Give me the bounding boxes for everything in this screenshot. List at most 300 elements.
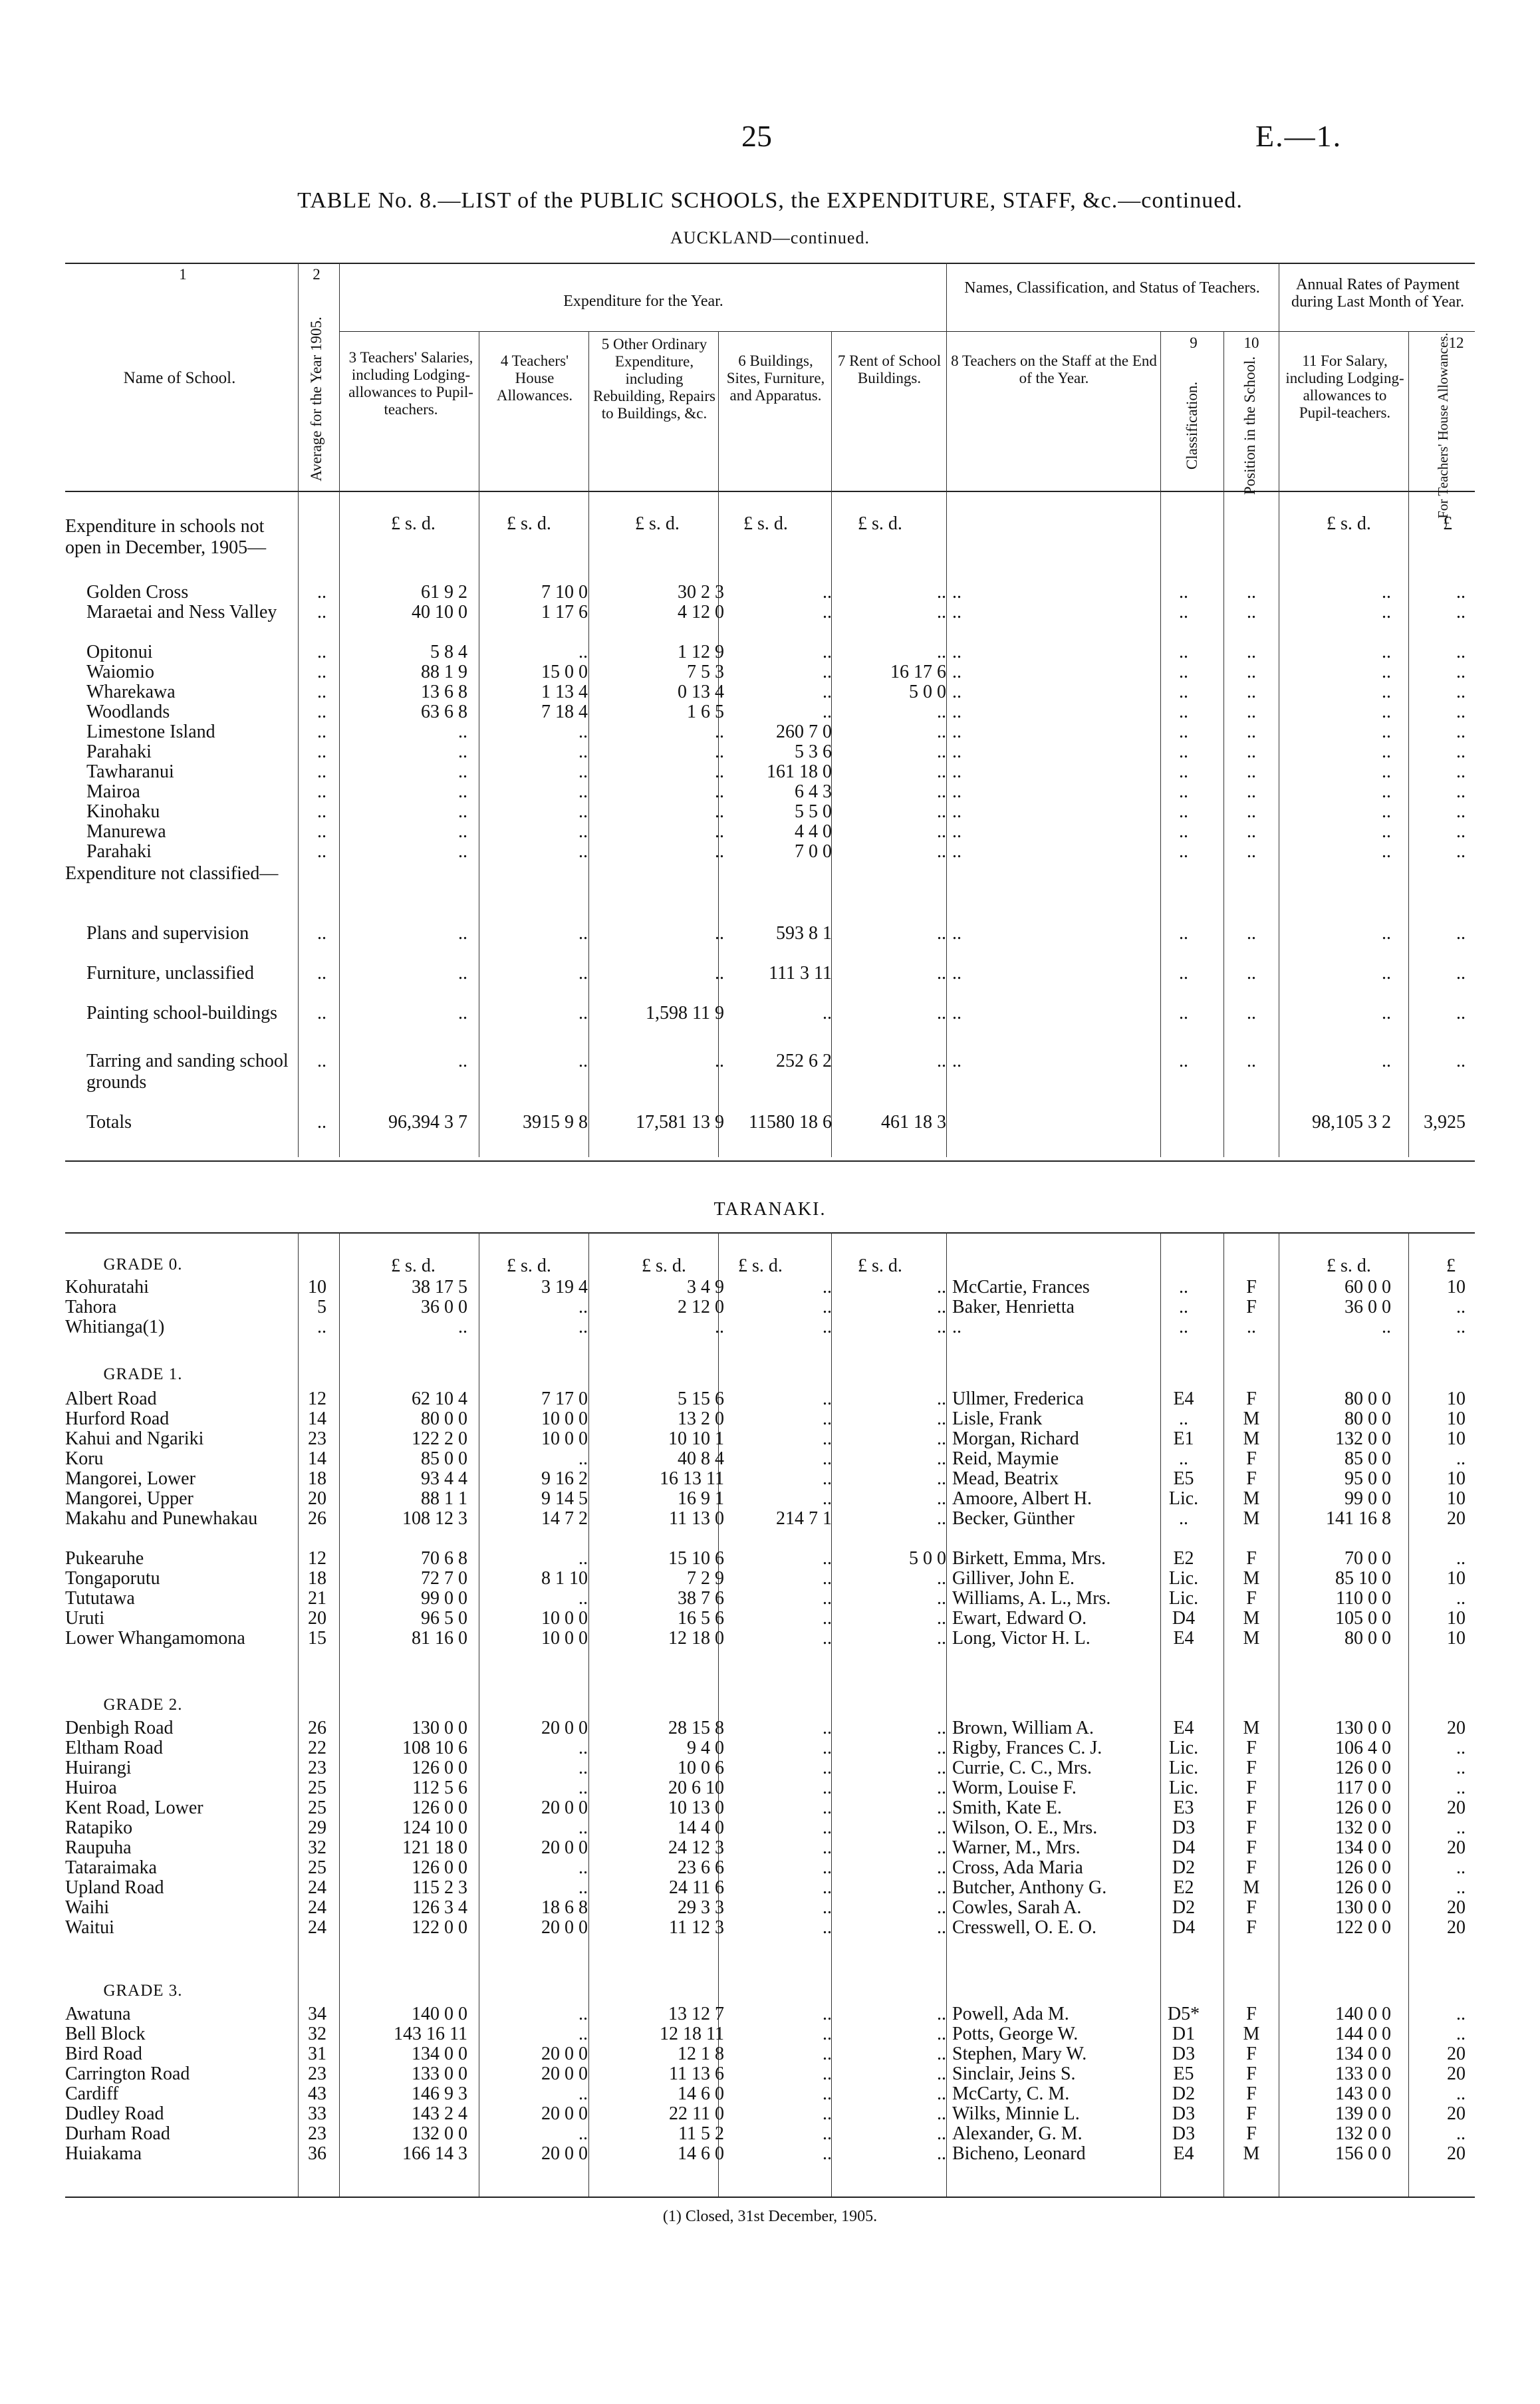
teachers-salaries: 40 10 0 — [412, 602, 467, 622]
teachers-salaries: 108 12 3 — [402, 1508, 467, 1529]
house-allowance-rate: .. — [1456, 1003, 1466, 1023]
school-name: Parahaki — [86, 841, 152, 862]
other-expenditure: 16 13 11 — [660, 1468, 724, 1489]
rent-of-buildings: .. — [937, 1408, 946, 1429]
position: F — [1246, 2044, 1257, 2064]
position: F — [1246, 1917, 1257, 1938]
school-name: Pukearuhe — [65, 1548, 144, 1569]
rent-of-buildings: .. — [937, 1837, 946, 1858]
position: F — [1246, 1758, 1257, 1778]
col9-header: Classification. — [1184, 381, 1200, 470]
position: F — [1246, 1857, 1257, 1878]
taranaki-top-rule — [65, 1232, 1475, 1234]
rent-of-buildings: .. — [937, 2064, 946, 2084]
other-expenditure: 4 12 0 — [678, 602, 724, 622]
buildings-expenditure: .. — [823, 1897, 832, 1918]
house-allowance-rate: 20 — [1447, 1917, 1466, 1938]
position: .. — [1247, 761, 1256, 782]
house-allowance-rate: 20 — [1447, 1718, 1466, 1738]
classification: Lic. — [1168, 1758, 1199, 1778]
col7-header: 7 Rent of School Buildings. — [837, 352, 942, 386]
other-expenditure: 16 5 6 — [678, 1608, 724, 1629]
rent-of-buildings: .. — [937, 702, 946, 722]
classification: D3 — [1172, 2103, 1196, 2124]
other-expenditure: 1 6 5 — [687, 702, 724, 722]
position: M — [1243, 1718, 1260, 1738]
other-expenditure: 7 5 3 — [687, 662, 724, 682]
school-name: Golden Cross — [86, 582, 189, 602]
classification: D3 — [1172, 2123, 1196, 2144]
col10-header: Position in the School. — [1241, 356, 1258, 495]
classification: E5 — [1173, 1468, 1194, 1489]
col-sep-9 — [1223, 331, 1224, 1157]
buildings-expenditure: 593 8 1 — [776, 923, 832, 944]
teacher-name: Sinclair, Jeins S. — [952, 2064, 1076, 2084]
school-name: Bird Road — [65, 2044, 142, 2064]
house-allowance-rate: 20 — [1447, 1897, 1466, 1918]
average-attendance: 23 — [308, 2064, 326, 2084]
classification: E2 — [1173, 1548, 1194, 1569]
classification: .. — [1179, 682, 1188, 702]
average-attendance: 25 — [308, 1857, 326, 1878]
school-name: Koru — [65, 1448, 104, 1469]
unit-bld: £ s. d. — [743, 513, 788, 534]
other-expenditure: 38 7 6 — [678, 1588, 724, 1609]
teacher-name: Wilson, O. E., Mrs. — [952, 1817, 1098, 1838]
other-expenditure: 15 10 6 — [668, 1548, 724, 1569]
average-attendance: 36 — [308, 2143, 326, 2164]
teachers-salaries: 81 16 0 — [412, 1628, 467, 1649]
buildings-expenditure: .. — [823, 1877, 832, 1898]
salary-rate: 140 0 0 — [1335, 2004, 1391, 2024]
buildings-expenditure: .. — [823, 1003, 832, 1023]
buildings-expenditure: 161 18 0 — [767, 761, 832, 782]
classification: Lic. — [1168, 1488, 1199, 1509]
house-allowances: .. — [578, 1448, 588, 1469]
classification: .. — [1179, 923, 1188, 944]
other-expenditure: 0 13 4 — [678, 682, 724, 702]
classification: .. — [1179, 1003, 1188, 1023]
classification: Lic. — [1168, 1778, 1199, 1798]
school-name: Raupuha — [65, 1837, 132, 1858]
buildings-expenditure: 7 0 0 — [795, 841, 832, 862]
position: F — [1246, 1778, 1257, 1798]
buildings-expenditure: .. — [823, 2044, 832, 2064]
position: .. — [1247, 963, 1256, 984]
rent-of-buildings: .. — [937, 1297, 946, 1317]
salary-rate: 132 0 0 — [1335, 1817, 1391, 1838]
other-expenditure: 24 11 6 — [669, 1877, 724, 1898]
footnote: (1) Closed, 31st December, 1905. — [662, 2208, 878, 2225]
teacher-name: .. — [952, 642, 962, 662]
house-allowances: 20 0 0 — [541, 2064, 588, 2084]
t-col-sep-4 — [588, 1232, 589, 2197]
average-attendance: 33 — [308, 2103, 326, 2124]
teacher-name: Cowles, Sarah A. — [952, 1897, 1082, 1918]
salary-rate: 126 0 0 — [1335, 1877, 1391, 1898]
average-attendance: .. — [317, 662, 326, 682]
teachers-salaries: 115 2 3 — [412, 1877, 467, 1898]
position: F — [1246, 2004, 1257, 2024]
buildings-expenditure: .. — [823, 2103, 832, 2124]
rent-of-buildings: 16 17 6 — [890, 662, 946, 682]
other-expenditure: 13 12 7 — [668, 2004, 724, 2024]
house-allowances: 3 19 4 — [541, 1277, 588, 1297]
teacher-name: Becker, Günther — [952, 1508, 1075, 1529]
buildings-expenditure: .. — [823, 1837, 832, 1858]
house-allowance-rate: .. — [1456, 1758, 1466, 1778]
other-expenditure: .. — [715, 1051, 724, 1071]
buildings-expenditure: .. — [823, 1857, 832, 1878]
school-name: Tongaporutu — [65, 1568, 160, 1589]
teachers-salaries: 96 5 0 — [421, 1608, 467, 1629]
house-allowances: .. — [578, 841, 588, 862]
salary-rate: .. — [1382, 1003, 1391, 1023]
teacher-name: Currie, C. C., Mrs. — [952, 1758, 1092, 1778]
salary-rate: 36 0 0 — [1345, 1297, 1391, 1317]
classification: D4 — [1172, 1837, 1196, 1858]
school-name: Tututawa — [65, 1588, 135, 1609]
average-attendance: 32 — [308, 2024, 326, 2044]
teachers-salaries: .. — [458, 801, 467, 822]
position: .. — [1247, 602, 1256, 622]
house-allowance-rate: 10 — [1447, 1468, 1466, 1489]
taranaki-title: TARANAKI. — [713, 1199, 827, 1220]
house-allowances: .. — [578, 761, 588, 782]
buildings-expenditure: .. — [823, 1588, 832, 1609]
teachers-salaries: 99 0 0 — [421, 1588, 467, 1609]
buildings-expenditure: .. — [823, 1389, 832, 1409]
position: .. — [1247, 1317, 1256, 1337]
average-attendance: .. — [317, 1003, 326, 1023]
totals-salary-rate: 98,105 3 2 — [1312, 1112, 1391, 1133]
house-allowances: 10 0 0 — [541, 1428, 588, 1449]
average-attendance: 25 — [308, 1778, 326, 1798]
average-attendance: .. — [317, 741, 326, 762]
school-name: Makahu and Punewhakau — [65, 1508, 258, 1529]
teacher-name: .. — [952, 781, 962, 802]
average-attendance: 23 — [308, 1428, 326, 1449]
school-name: Mairoa — [86, 781, 140, 802]
grade-1-heading: GRADE 1. — [103, 1365, 183, 1383]
classification: .. — [1179, 741, 1188, 762]
house-allowance-rate: .. — [1456, 1738, 1466, 1758]
house-allowance-rate: .. — [1456, 1778, 1466, 1798]
teacher-name: Ewart, Edward O. — [952, 1608, 1087, 1629]
position: .. — [1247, 682, 1256, 702]
totals-house-rate: 3,925 — [1424, 1112, 1466, 1133]
school-name: Lower Whangamomona — [65, 1628, 245, 1649]
table-title: TABLE No. 8.—LIST of the PUBLIC SCHOOLS, the EXPENDITURE, STAFF, &c.—continued. — [297, 188, 1243, 213]
grade-3-heading: GRADE 3. — [103, 1982, 183, 2000]
position: F — [1246, 1897, 1257, 1918]
school-name: Tawharanui — [86, 761, 174, 782]
t-unit-house: £ s. d. — [507, 1256, 551, 1276]
house-allowance-rate: .. — [1456, 1297, 1466, 1317]
teacher-name: Powell, Ada M. — [952, 2004, 1069, 2024]
house-allowances: 1 17 6 — [541, 602, 588, 622]
house-allowances: 20 0 0 — [541, 1718, 588, 1738]
teachers-salaries: 124 10 0 — [402, 1817, 467, 1838]
teachers-salaries: .. — [458, 761, 467, 782]
salary-rate: 122 0 0 — [1335, 1917, 1391, 1938]
buildings-expenditure: 111 3 11 — [769, 963, 832, 984]
salary-rate: .. — [1382, 642, 1391, 662]
house-allowances: 9 16 2 — [541, 1468, 588, 1489]
average-attendance: 10 — [308, 1277, 326, 1297]
rent-of-buildings: .. — [937, 2044, 946, 2064]
position: F — [1246, 1837, 1257, 1858]
header-mid-rule-exp — [339, 331, 946, 332]
house-allowances: 20 0 0 — [541, 1798, 588, 1818]
buildings-expenditure: 6 4 3 — [795, 781, 832, 802]
buildings-expenditure: .. — [823, 2083, 832, 2104]
salary-rate: 85 10 0 — [1335, 1568, 1391, 1589]
teachers-salaries: 166 14 3 — [402, 2143, 467, 2164]
salary-rate: 95 0 0 — [1345, 1468, 1391, 1489]
teachers-salaries: .. — [458, 1003, 467, 1023]
teacher-name: .. — [952, 741, 962, 762]
house-allowance-rate: .. — [1456, 642, 1466, 662]
buildings-expenditure: .. — [823, 602, 832, 622]
position: F — [1246, 1738, 1257, 1758]
teacher-name: Worm, Louise F. — [952, 1778, 1077, 1798]
house-allowance-rate: .. — [1456, 722, 1466, 742]
position: F — [1246, 1548, 1257, 1569]
house-allowance-rate: .. — [1456, 841, 1466, 862]
other-expenditure: 28 15 8 — [668, 1718, 724, 1738]
buildings-expenditure: .. — [823, 1718, 832, 1738]
teacher-name: Bicheno, Leonard — [952, 2143, 1086, 2164]
teachers-salaries: 93 4 4 — [421, 1468, 467, 1489]
rent-of-buildings: .. — [937, 1277, 946, 1297]
house-allowance-rate: 10 — [1447, 1628, 1466, 1649]
teacher-name: .. — [952, 963, 962, 984]
school-name: Expenditure not classified— — [65, 863, 279, 884]
teacher-name: .. — [952, 1051, 962, 1071]
classification: .. — [1179, 642, 1188, 662]
house-allowances: 9 14 5 — [541, 1488, 588, 1509]
school-name: Denbigh Road — [65, 1718, 174, 1738]
salary-rate: 143 0 0 — [1335, 2083, 1391, 2104]
buildings-expenditure: .. — [823, 1568, 832, 1589]
rent-of-buildings: .. — [937, 1897, 946, 1918]
other-expenditure: 11 12 3 — [669, 1917, 724, 1938]
teacher-name: Cross, Ada Maria — [952, 1857, 1083, 1878]
classification: D3 — [1172, 1817, 1196, 1838]
rent-of-buildings: .. — [937, 1738, 946, 1758]
buildings-expenditure: .. — [823, 1917, 832, 1938]
rent-of-buildings: .. — [937, 1877, 946, 1898]
average-attendance: .. — [317, 722, 326, 742]
school-name: Mangorei, Lower — [65, 1468, 195, 1489]
totals-rent: 461 18 3 — [881, 1112, 946, 1133]
position: .. — [1247, 801, 1256, 822]
teachers-salaries: .. — [458, 722, 467, 742]
classification: .. — [1179, 722, 1188, 742]
house-allowances: 20 0 0 — [541, 2044, 588, 2064]
average-attendance: 20 — [308, 1608, 326, 1629]
house-allowances: 10 0 0 — [541, 1628, 588, 1649]
teacher-name: .. — [952, 722, 962, 742]
classification: .. — [1179, 702, 1188, 722]
position: F — [1246, 2123, 1257, 2144]
teachers-salaries: 130 0 0 — [412, 1718, 467, 1738]
position: F — [1246, 1588, 1257, 1609]
house-allowances: .. — [578, 1588, 588, 1609]
rent-of-buildings: 5 0 0 — [909, 1548, 946, 1569]
other-expenditure: 20 6 10 — [668, 1778, 724, 1798]
rent-of-buildings: .. — [937, 1588, 946, 1609]
house-allowances: .. — [578, 1758, 588, 1778]
col5-header: 5 Other Ordinary Expenditure, including Rebuilding, Repairs to Buildings, &c. — [593, 336, 715, 422]
average-attendance: .. — [317, 602, 326, 622]
classification: D4 — [1172, 1608, 1196, 1629]
rent-of-buildings: .. — [937, 1628, 946, 1649]
classification: .. — [1179, 1508, 1188, 1529]
salary-rate: 132 0 0 — [1335, 1428, 1391, 1449]
rent-of-buildings: .. — [937, 1051, 946, 1071]
house-allowances: .. — [578, 1003, 588, 1023]
school-name: Kent Road, Lower — [65, 1798, 203, 1818]
average-attendance: .. — [317, 923, 326, 944]
teachers-salaries: .. — [458, 1051, 467, 1071]
header-mid-rule-annual — [1279, 331, 1475, 332]
rent-of-buildings: .. — [937, 1468, 946, 1489]
average-attendance: 32 — [308, 1837, 326, 1858]
house-allowances: .. — [578, 1877, 588, 1898]
teacher-name: .. — [952, 702, 962, 722]
school-name: Waitui — [65, 1917, 114, 1938]
totals-other-expenditure: 17,581 13 9 — [636, 1112, 724, 1133]
teachers-salaries: 134 0 0 — [412, 2044, 467, 2064]
teachers-salaries: .. — [458, 923, 467, 944]
classification: E1 — [1173, 1428, 1194, 1449]
position: F — [1246, 2064, 1257, 2084]
average-attendance: 14 — [308, 1408, 326, 1429]
average-attendance: 29 — [308, 1817, 326, 1838]
house-allowance-rate: .. — [1456, 1317, 1466, 1337]
position: M — [1243, 2143, 1260, 2164]
t-unit-other: £ s. d. — [642, 1256, 686, 1276]
other-expenditure: 9 4 0 — [687, 1738, 724, 1758]
average-attendance: .. — [317, 761, 326, 782]
salary-rate: 126 0 0 — [1335, 1857, 1391, 1878]
t-col-sep-1 — [298, 1232, 299, 2197]
school-name: Cardiff — [65, 2083, 119, 2104]
school-name: Durham Road — [65, 2123, 170, 2144]
position: M — [1243, 1608, 1260, 1629]
salary-rate: 105 0 0 — [1335, 1608, 1391, 1629]
salary-rate: .. — [1382, 841, 1391, 862]
annual-group-header: Annual Rates of Payment during Last Month of Year. — [1291, 276, 1464, 311]
classification: .. — [1179, 781, 1188, 802]
average-attendance: 21 — [308, 1588, 326, 1609]
classification: .. — [1179, 662, 1188, 682]
teacher-name: Brown, William A. — [952, 1718, 1094, 1738]
teachers-salaries: 108 10 6 — [402, 1738, 467, 1758]
other-expenditure: 10 13 0 — [668, 1798, 724, 1818]
other-expenditure: 10 0 6 — [678, 1758, 724, 1778]
buildings-expenditure: .. — [823, 642, 832, 662]
col8-header: 8 Teachers on the Staff at the End of the Year. — [951, 352, 1157, 386]
house-allowances: 20 0 0 — [541, 2103, 588, 2124]
school-name: Expenditure in schools not open in December, 1905— — [65, 516, 267, 558]
house-allowance-rate: .. — [1456, 781, 1466, 802]
position: .. — [1247, 722, 1256, 742]
house-allowances: 7 18 4 — [541, 702, 588, 722]
other-expenditure: 2 12 0 — [678, 1297, 724, 1317]
position: .. — [1247, 841, 1256, 862]
teacher-name: .. — [952, 801, 962, 822]
teachers-salaries: 133 0 0 — [412, 2064, 467, 2084]
average-attendance: 20 — [308, 1488, 326, 1509]
school-name: Whitianga(1) — [65, 1317, 165, 1337]
school-name: Manurewa — [86, 821, 166, 842]
salary-rate: .. — [1382, 923, 1391, 944]
salary-rate: .. — [1382, 963, 1391, 984]
classification: E4 — [1173, 2143, 1194, 2164]
average-attendance: 24 — [308, 1897, 326, 1918]
house-allowances: 7 17 0 — [541, 1389, 588, 1409]
classification: Lic. — [1168, 1738, 1199, 1758]
house-allowance-rate: .. — [1456, 761, 1466, 782]
rent-of-buildings: .. — [937, 1568, 946, 1589]
other-expenditure: 22 11 0 — [669, 2103, 724, 2124]
teachers-salaries: 126 0 0 — [412, 1798, 467, 1818]
average-attendance: 24 — [308, 1877, 326, 1898]
teacher-name: .. — [952, 821, 962, 842]
house-allowance-rate: .. — [1456, 2123, 1466, 2144]
other-expenditure: 11 5 2 — [678, 2123, 724, 2144]
salary-rate: .. — [1382, 1051, 1391, 1071]
position: F — [1246, 1297, 1257, 1317]
header-mid-rule-names — [946, 331, 1279, 332]
house-allowance-rate: .. — [1456, 702, 1466, 722]
col2-number: 2 — [313, 266, 321, 283]
buildings-expenditure: .. — [823, 2123, 832, 2144]
col3-header: 3 Teachers' Salaries, including Lodging-allowances to Pupil-teachers. — [348, 349, 473, 418]
salary-rate: .. — [1382, 801, 1391, 822]
position: M — [1243, 1408, 1260, 1429]
rent-of-buildings: .. — [937, 741, 946, 762]
teacher-name: Smith, Kate E. — [952, 1798, 1062, 1818]
classification: E4 — [1173, 1628, 1194, 1649]
teachers-salaries: .. — [458, 821, 467, 842]
other-expenditure: .. — [715, 781, 724, 802]
rent-of-buildings: .. — [937, 1917, 946, 1938]
buildings-expenditure: .. — [823, 1488, 832, 1509]
average-attendance: 34 — [308, 2004, 326, 2024]
position: F — [1246, 1448, 1257, 1469]
classification: D2 — [1172, 1897, 1196, 1918]
buildings-expenditure: .. — [823, 1428, 832, 1449]
other-expenditure: 24 12 3 — [668, 1837, 724, 1858]
classification: .. — [1179, 602, 1188, 622]
other-expenditure: 11 13 6 — [669, 2064, 724, 2084]
house-allowances: .. — [578, 2004, 588, 2024]
other-expenditure: 16 9 1 — [678, 1488, 724, 1509]
salary-rate: 117 0 0 — [1336, 1778, 1391, 1798]
buildings-expenditure: .. — [823, 1738, 832, 1758]
position: F — [1246, 2103, 1257, 2124]
school-name: Awatuna — [65, 2004, 131, 2024]
teacher-name: Ullmer, Frederica — [952, 1389, 1084, 1409]
buildings-expenditure: .. — [823, 1317, 832, 1337]
teachers-salaries: 112 5 6 — [412, 1778, 467, 1798]
teachers-salaries: .. — [458, 741, 467, 762]
position: F — [1246, 1798, 1257, 1818]
